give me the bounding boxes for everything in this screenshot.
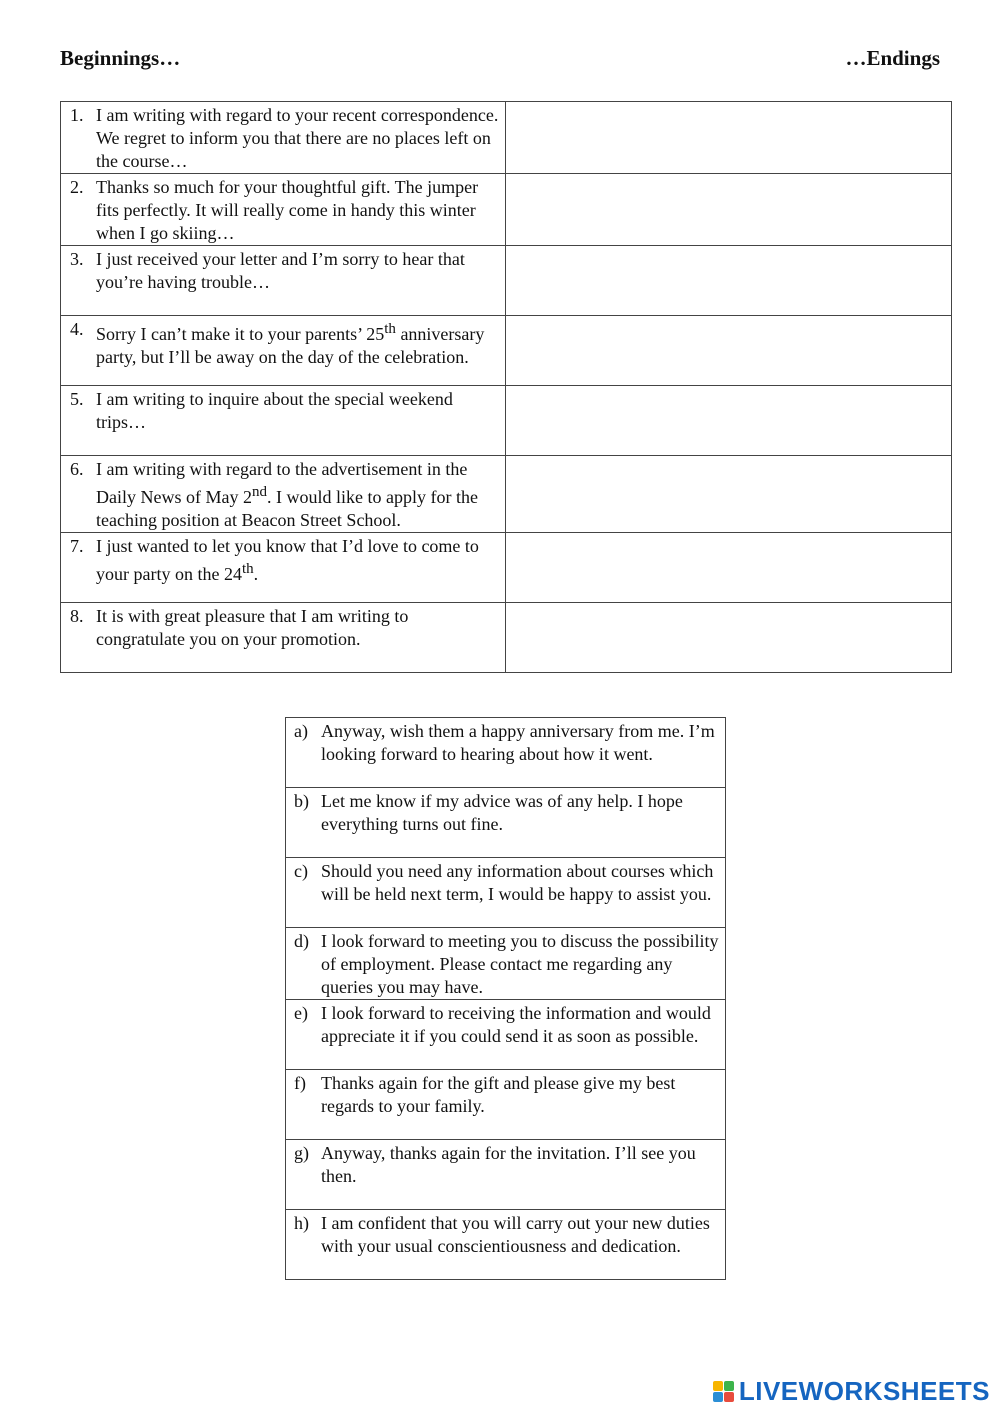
beginning-text: Sorry I can’t make it to your parents’ 25th anniversary party, but I’ll be away on the day of the celebration. (96, 321, 485, 367)
heading-endings: …Endings (845, 46, 940, 70)
table-row (286, 858, 726, 928)
ending-card-c[interactable] (286, 858, 726, 928)
table-row (286, 1140, 726, 1210)
item-number: 4. (70, 319, 84, 339)
ending-letter: e) (294, 1003, 308, 1023)
ending-letter: b) (294, 791, 309, 811)
table-row (61, 386, 952, 456)
beginning-text: It is with great pleasure that I am writing to congratulate you on your promotion. (96, 606, 409, 649)
answer-drop-zone-1[interactable] (506, 102, 952, 174)
item-number: 7. (70, 536, 84, 556)
table-row (61, 174, 952, 246)
answer-drop-zone-5[interactable] (506, 386, 952, 456)
beginning-text: Thanks so much for your thoughtful gift. The jumper fits perfectly. It will really come in handy this winter when I go skiing… (96, 177, 479, 243)
table-row (286, 1210, 726, 1280)
heading-beginnings: Beginnings… (60, 46, 181, 70)
beginning-text: I am writing to inquire about the special weekend trips… (96, 389, 453, 432)
beginning-cell-4 (61, 316, 506, 386)
beginning-cell-1 (61, 102, 506, 174)
item-number: 6. (70, 459, 84, 479)
ending-text: I look forward to meeting you to discuss the possibility of employment. Please contact me regarding any queries you may have. (321, 931, 719, 997)
ending-text: Let me know if my advice was of any help. I hope everything turns out fine. (321, 791, 683, 834)
liveworksheets-logo-icon (713, 1381, 735, 1403)
table-row (61, 456, 952, 533)
ending-text: I look forward to receiving the information and would appreciate it if you could send it as soon as possible. (321, 1003, 711, 1046)
ending-letter: a) (294, 721, 308, 741)
logo-text: LIVEWORKSHEETS (738, 1376, 990, 1406)
liveworksheets-logo (713, 1376, 990, 1407)
answer-drop-zone-4[interactable] (506, 316, 952, 386)
beginning-cell-5 (61, 386, 506, 456)
table-row (61, 603, 952, 673)
beginning-text: I just received your letter and I’m sorry to hear that you’re having trouble… (96, 249, 465, 292)
ending-letter: d) (294, 931, 309, 951)
table-row (286, 788, 726, 858)
ending-card-b[interactable] (286, 788, 726, 858)
beginning-text: I am writing with regard to your recent correspondence. We regret to inform you that there are no places left on the course… (96, 105, 499, 171)
ending-letter: g) (294, 1143, 309, 1163)
ending-letter: f) (294, 1073, 306, 1093)
table-row (61, 316, 952, 386)
table-row (61, 102, 952, 174)
item-number: 3. (70, 249, 84, 269)
ending-text: I am confident that you will carry out your new duties with your usual conscientiousness and dedication. (321, 1213, 710, 1256)
ending-text: Anyway, thanks again for the invitation. I’ll see you then. (321, 1143, 696, 1186)
ending-letter: h) (294, 1213, 309, 1233)
table-row (61, 533, 952, 603)
item-number: 5. (70, 389, 84, 409)
answer-drop-zone-3[interactable] (506, 246, 952, 316)
answer-drop-zone-2[interactable] (506, 174, 952, 246)
beginning-cell-3 (61, 246, 506, 316)
beginning-cell-8 (61, 603, 506, 673)
table-row (61, 246, 952, 316)
table-row (286, 1000, 726, 1070)
beginning-text: I am writing with regard to the advertisement in the Daily News of May 2nd. I would like to apply for the teaching position at Beacon Street School. (96, 459, 478, 530)
beginnings-table (60, 101, 952, 673)
ending-text: Should you need any information about courses which will be held next term, I would be happy to assist you. (321, 861, 714, 904)
beginning-cell-6 (61, 456, 506, 533)
ending-card-g[interactable] (286, 1140, 726, 1210)
ending-card-a[interactable] (286, 718, 726, 788)
answer-drop-zone-7[interactable] (506, 533, 952, 603)
answer-drop-zone-6[interactable] (506, 456, 952, 533)
beginning-cell-7 (61, 533, 506, 603)
table-row (286, 1070, 726, 1140)
table-row (286, 718, 726, 788)
ending-card-e[interactable] (286, 1000, 726, 1070)
item-number: 2. (70, 177, 84, 197)
ending-card-f[interactable] (286, 1070, 726, 1140)
item-number: 8. (70, 606, 84, 626)
table-row (286, 928, 726, 1000)
ending-letter: c) (294, 861, 308, 881)
endings-table (285, 717, 726, 1280)
ending-text: Thanks again for the gift and please give my best regards to your family. (321, 1073, 676, 1116)
ending-card-d[interactable] (286, 928, 726, 1000)
ending-text: Anyway, wish them a happy anniversary from me. I’m looking forward to hearing about how it went. (321, 721, 715, 764)
beginning-cell-2 (61, 174, 506, 246)
ending-card-h[interactable] (286, 1210, 726, 1280)
beginning-text: I just wanted to let you know that I’d love to come to your party on the 24th. (96, 536, 479, 584)
item-number: 1. (70, 105, 84, 125)
answer-drop-zone-8[interactable] (506, 603, 952, 673)
